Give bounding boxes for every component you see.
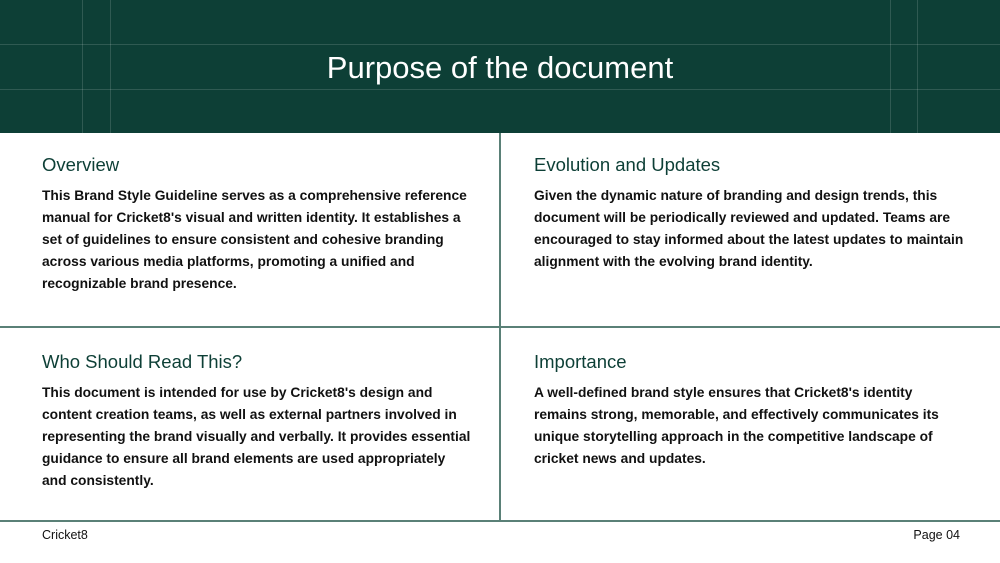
page-title: Purpose of the document xyxy=(326,50,674,85)
section-heading: Who Should Read This? xyxy=(42,351,243,372)
section-body: This document is intended for use by Cricket8's design and content creation teams, as well as external partners involved in representing the brand visually and verbally. It provides essential guidance to ensure all brand elements are used appropriately and consistently. xyxy=(42,385,471,488)
section-heading: Importance xyxy=(534,351,627,372)
section-heading: Overview xyxy=(42,154,120,175)
section-audience xyxy=(42,350,472,492)
section-body: A well-defined brand style ensures that Cricket8's identity remains strong, memorable, and effectively communicates its unique storytelling approach in the competitive landscape of cricket news and updates. xyxy=(534,385,939,466)
row-divider xyxy=(0,326,1000,328)
section-body: Given the dynamic nature of branding and design trends, this document will be periodically reviewed and updated. Teams are encouraged to stay informed about the latest updates to maintain alignment with the evolving brand identity. xyxy=(534,188,964,269)
section-overview xyxy=(42,153,472,295)
header-banner xyxy=(0,0,1000,133)
footer-divider xyxy=(0,520,1000,522)
page-number: Page 04 xyxy=(913,528,960,542)
section-importance xyxy=(534,350,964,470)
section-heading: Evolution and Updates xyxy=(534,154,721,175)
section-body: This Brand Style Guideline serves as a comprehensive reference manual for Cricket8's visual and written identity. It establishes a set of guidelines to ensure consistent and cohesive branding across various media platforms, promoting a unified and recognizable brand presence. xyxy=(42,188,467,291)
section-evolution xyxy=(534,153,964,273)
footer-brand: Cricket8 xyxy=(42,528,88,542)
grid-line xyxy=(0,44,1000,45)
